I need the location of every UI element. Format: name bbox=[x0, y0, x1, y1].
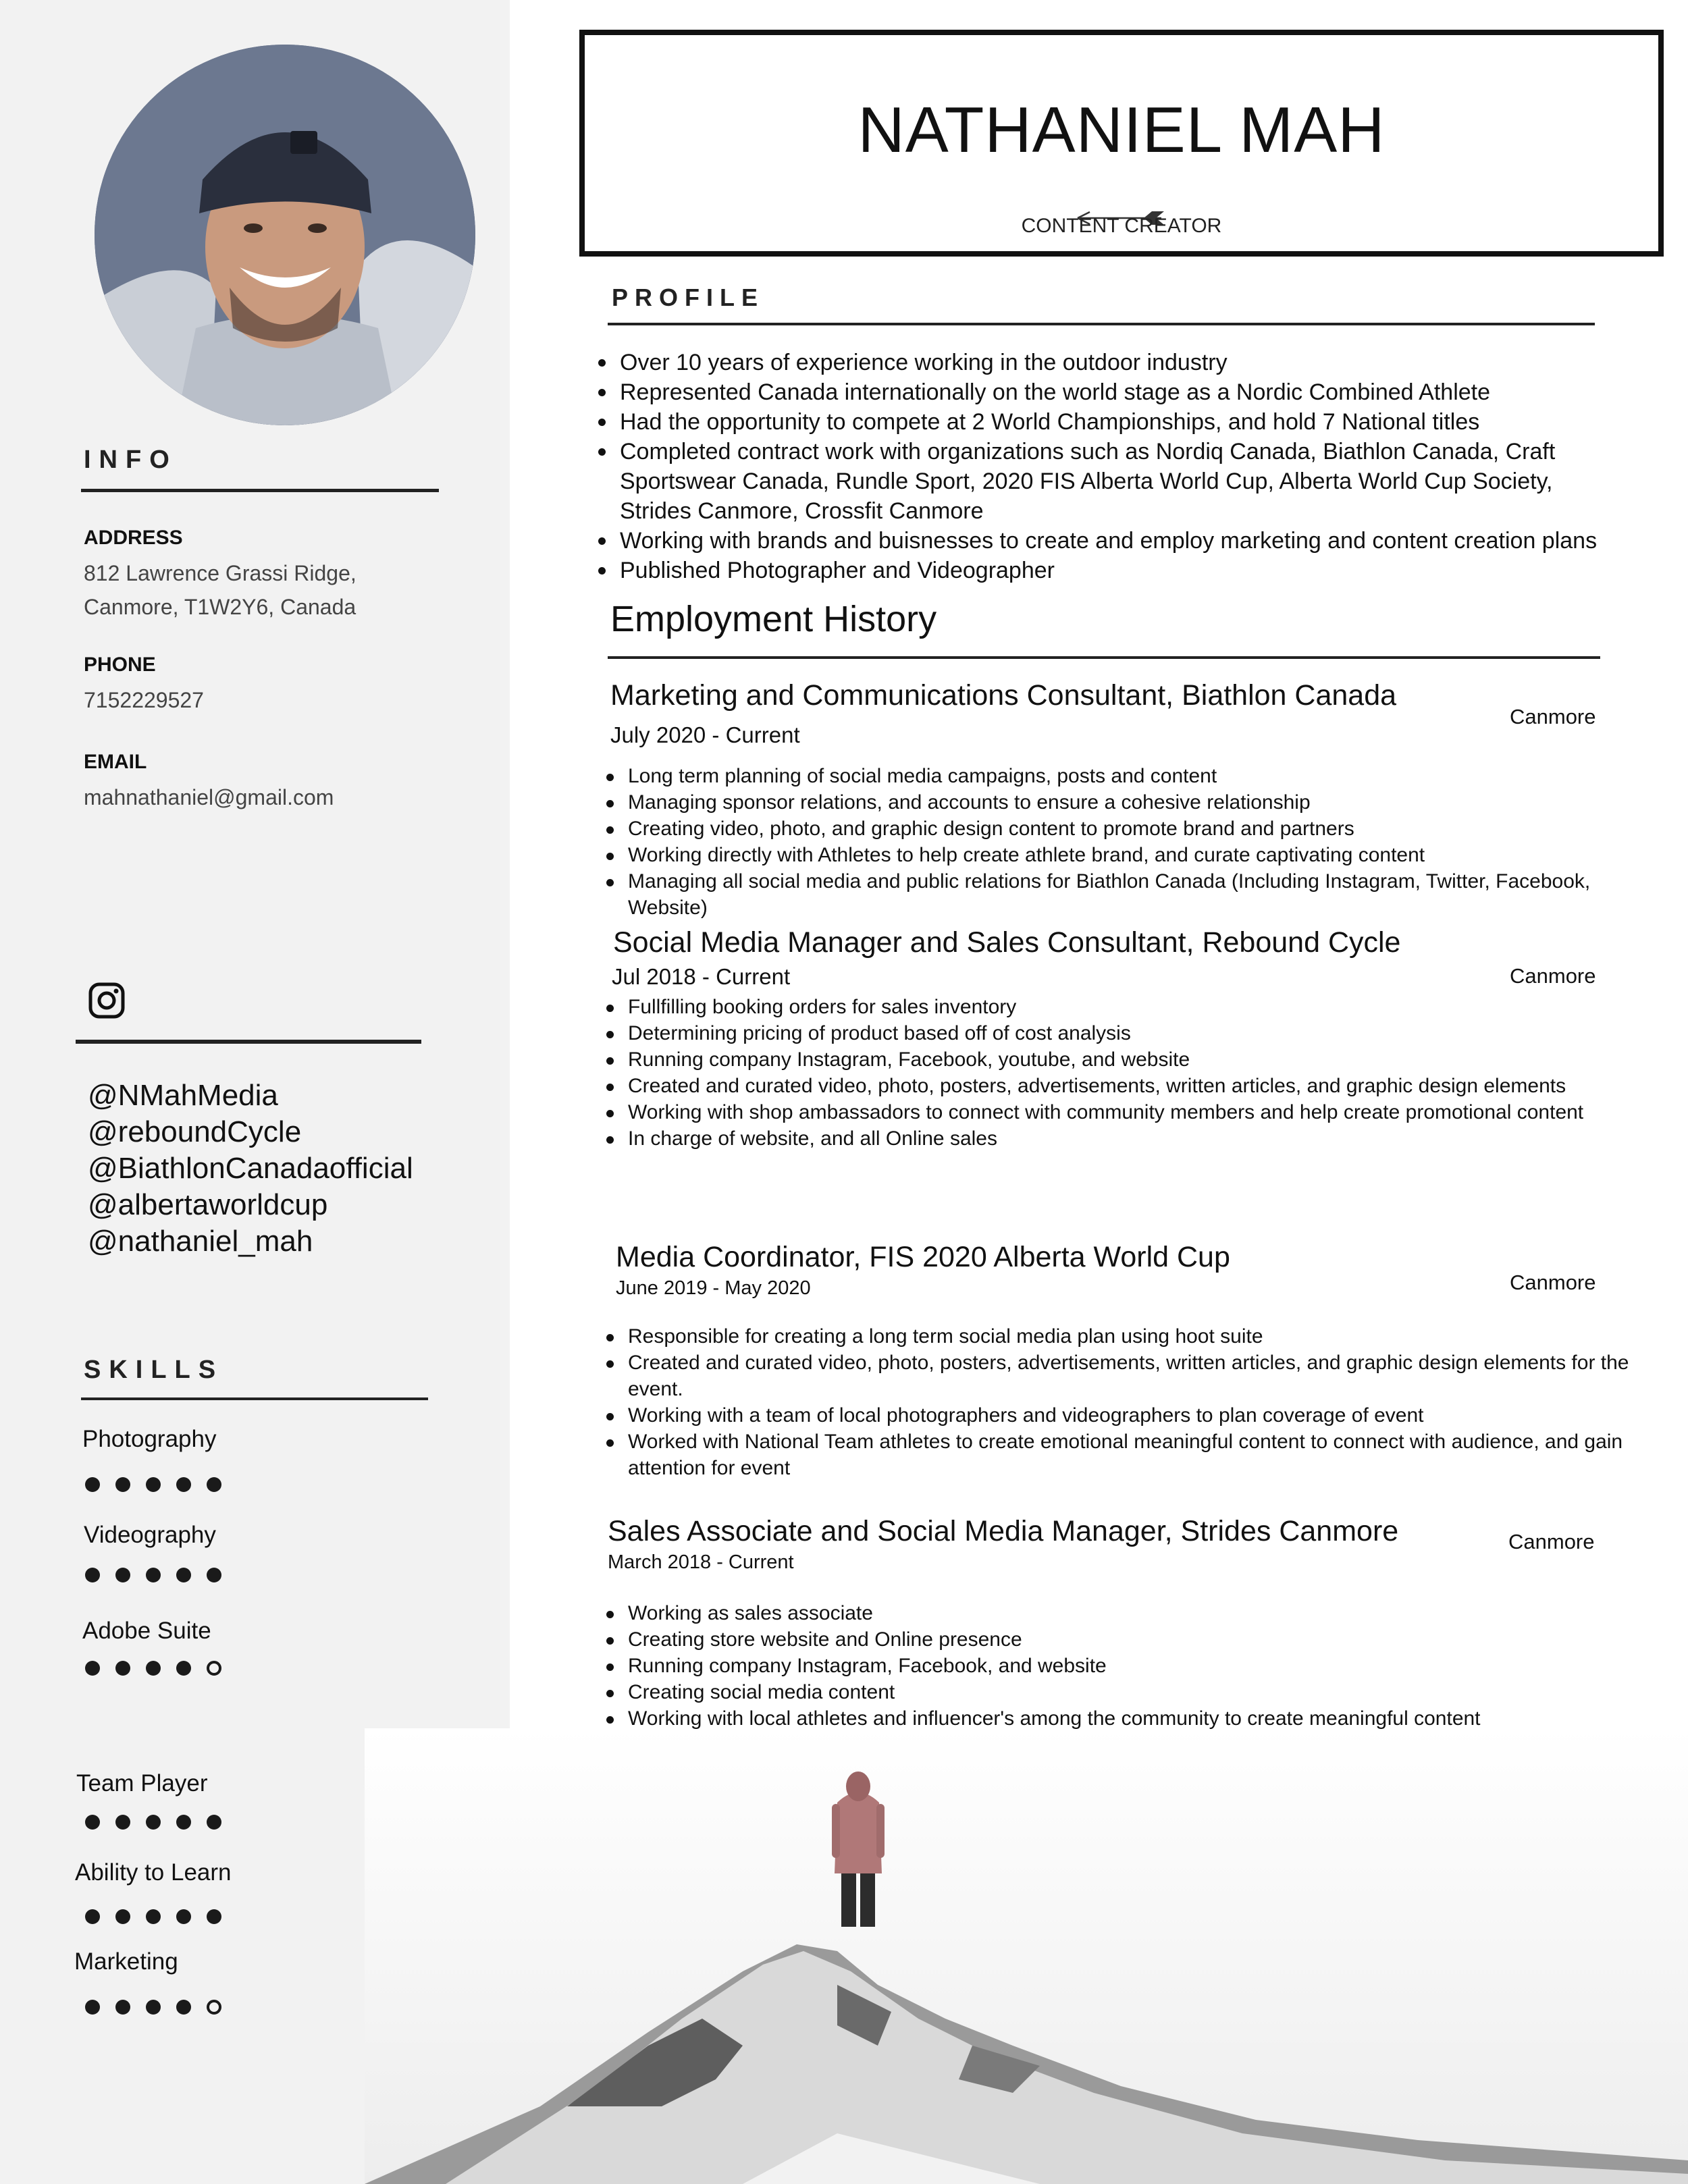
job-duties bbox=[606, 994, 1639, 1152]
candidate-name: NATHANIEL MAH bbox=[858, 94, 1386, 166]
job-duty: Working with a team of local photographers and videographers to plan coverage of event bbox=[606, 1402, 1639, 1429]
social-divider bbox=[76, 1040, 421, 1044]
job-duty: Determining pricing of product based off of cost analysis bbox=[606, 1020, 1639, 1046]
rating-dot-filled bbox=[115, 1815, 130, 1830]
job-duty: Managing sponsor relations, and accounts to ensure a cohesive relationship bbox=[606, 789, 1639, 816]
mountain-hiker-illustration bbox=[365, 1728, 1688, 2184]
profile-item: Completed contract work with organizations such as Nordiq Canada, Biathlon Canada, Craft Sportswear Canada, Rundle Sport, 2020 FIS Alberta World Cup, Alberta World Cup Society, Strides Canmore, Crossfit Canmore bbox=[598, 437, 1625, 526]
rating-dot-filled bbox=[146, 1815, 161, 1830]
job-duties bbox=[606, 763, 1639, 921]
skills-heading: SKILLS bbox=[84, 1356, 224, 1384]
skill-name: Ability to Learn bbox=[75, 1859, 232, 1886]
social-handles bbox=[88, 1077, 413, 1260]
employment-heading: Employment History bbox=[610, 599, 937, 639]
social-handle: @BiathlonCanadaofficial bbox=[88, 1152, 413, 1185]
job-duty: Working with local athletes and influencer's among the community to create meaningful content bbox=[606, 1705, 1639, 1732]
social-handle: @nathaniel_mah bbox=[88, 1225, 313, 1258]
job-duty: Responsible for creating a long term social media plan using hoot suite bbox=[606, 1323, 1639, 1350]
rating-dot-filled bbox=[85, 1661, 100, 1676]
phone-value: 7152229527 bbox=[84, 688, 204, 712]
job-location: Canmore bbox=[1510, 1271, 1596, 1294]
skill-rating bbox=[85, 1568, 221, 1582]
rating-dot-filled bbox=[85, 1909, 100, 1924]
job-duty: Long term planning of social media campaigns, posts and content bbox=[606, 763, 1639, 789]
rating-dot-filled bbox=[146, 1477, 161, 1492]
phone-label: PHONE bbox=[84, 654, 156, 676]
rating-dot-filled bbox=[115, 1909, 130, 1924]
rating-dot-filled bbox=[85, 1815, 100, 1830]
rating-dot-filled bbox=[176, 1815, 191, 1830]
rating-dot-filled bbox=[176, 1568, 191, 1582]
skill-name: Marketing bbox=[74, 1948, 178, 1975]
rating-dot-filled bbox=[85, 1568, 100, 1582]
job-dates: Jul 2018 - Current bbox=[612, 964, 791, 989]
rating-dot-filled bbox=[115, 2000, 130, 2015]
job-dates: March 2018 - Current bbox=[608, 1551, 794, 1573]
social-handle: @reboundCycle bbox=[88, 1115, 302, 1148]
social-handle: @NMahMedia bbox=[88, 1079, 278, 1112]
rating-dot-filled bbox=[85, 1477, 100, 1492]
job-duty: In charge of website, and all Online sales bbox=[606, 1125, 1639, 1152]
skill-rating bbox=[85, 1477, 221, 1492]
rating-dot-filled bbox=[207, 1477, 221, 1492]
job-duty: Running company Instagram, Facebook, and website bbox=[606, 1653, 1639, 1679]
rating-dot-filled bbox=[207, 1815, 221, 1830]
profile-photo bbox=[95, 45, 475, 425]
info-divider bbox=[81, 489, 439, 492]
skill-name: Photography bbox=[82, 1426, 217, 1452]
name-header bbox=[579, 30, 1664, 257]
rating-dot-filled bbox=[85, 2000, 100, 2015]
rating-dot-filled bbox=[176, 1661, 191, 1676]
rating-dot-filled bbox=[115, 1477, 130, 1492]
profile-divider bbox=[608, 323, 1595, 325]
job-duty: Managing all social media and public relations for Biathlon Canada (Including Instagram, Twitter, Facebook, Website) bbox=[606, 868, 1639, 921]
social-handle: @albertaworldcup bbox=[88, 1188, 328, 1221]
job-dates: July 2020 - Current bbox=[610, 722, 800, 747]
address-line-2: Canmore, T1W2Y6, Canada bbox=[84, 595, 357, 619]
rating-dot-filled bbox=[176, 1477, 191, 1492]
person-portrait-icon bbox=[95, 45, 475, 425]
employment-divider bbox=[608, 656, 1600, 659]
skill-name: Team Player bbox=[76, 1770, 208, 1796]
rating-dot-empty bbox=[207, 2000, 221, 2015]
job-duty: Working directly with Athletes to help create athlete brand, and curate captivating content bbox=[606, 842, 1639, 868]
rating-dot-filled bbox=[146, 1909, 161, 1924]
skills-divider bbox=[81, 1397, 428, 1400]
profile-item: Published Photographer and Videographer bbox=[598, 556, 1625, 585]
job-duty: Working as sales associate bbox=[606, 1600, 1639, 1626]
job-title: Social Media Manager and Sales Consultant, Rebound Cycle bbox=[613, 926, 1401, 959]
job-duty: Created and curated video, photo, posters, advertisements, written articles, and graphic design elements for the event. bbox=[606, 1350, 1639, 1402]
address-value bbox=[84, 556, 357, 624]
job-location: Canmore bbox=[1508, 1530, 1595, 1553]
profile-item: Working with brands and buisnesses to create and employ marketing and content creation plans bbox=[598, 526, 1625, 556]
job-duty: Worked with National Team athletes to create emotional meaningful content to connect with audience, and gain attention for event bbox=[606, 1429, 1639, 1481]
job-duty: Working with shop ambassadors to connect with community members and help create promotional content bbox=[606, 1099, 1639, 1125]
rating-dot-filled bbox=[146, 1568, 161, 1582]
profile-list bbox=[598, 348, 1625, 585]
skill-name: Adobe Suite bbox=[82, 1618, 211, 1644]
profile-item: Represented Canada internationally on the world stage as a Nordic Combined Athlete bbox=[598, 377, 1625, 407]
job-duty: Created and curated video, photo, posters, advertisements, written articles, and graphic design elements bbox=[606, 1073, 1639, 1099]
info-heading: INFO bbox=[84, 446, 178, 474]
profile-item: Had the opportunity to compete at 2 World Championships, and hold 7 National titles bbox=[598, 407, 1625, 437]
rating-dot-filled bbox=[207, 1909, 221, 1924]
instagram-icon bbox=[88, 982, 126, 1019]
job-title: Sales Associate and Social Media Manager, Strides Canmore bbox=[608, 1515, 1399, 1547]
candidate-role: CONTENT CREATOR bbox=[1021, 215, 1222, 237]
rating-dot-filled bbox=[176, 1909, 191, 1924]
rating-dot-filled bbox=[115, 1568, 130, 1582]
rating-dot-filled bbox=[146, 2000, 161, 2015]
job-dates: June 2019 - May 2020 bbox=[616, 1277, 811, 1299]
job-duty: Fullfilling booking orders for sales inventory bbox=[606, 994, 1639, 1020]
rating-dot-filled bbox=[207, 1568, 221, 1582]
rating-dot-empty bbox=[207, 1661, 221, 1676]
address-line-1: 812 Lawrence Grassi Ridge, bbox=[84, 561, 357, 585]
job-title: Media Coordinator, FIS 2020 Alberta World Cup bbox=[616, 1241, 1230, 1273]
rating-dot-filled bbox=[146, 1661, 161, 1676]
job-title: Marketing and Communications Consultant, Biathlon Canada bbox=[610, 679, 1397, 712]
address-label: ADDRESS bbox=[84, 527, 183, 549]
job-duty: Creating store website and Online presence bbox=[606, 1626, 1639, 1653]
job-duties bbox=[606, 1323, 1639, 1481]
job-duties bbox=[606, 1600, 1639, 1732]
skill-rating bbox=[85, 1815, 221, 1830]
profile-heading: PROFILE bbox=[612, 284, 765, 311]
job-location: Canmore bbox=[1510, 964, 1596, 988]
email-value: mahnathaniel@gmail.com bbox=[84, 785, 334, 809]
skill-name: Videography bbox=[84, 1522, 216, 1548]
skill-rating bbox=[85, 1909, 221, 1924]
rating-dot-filled bbox=[115, 1661, 130, 1676]
skill-rating bbox=[85, 2000, 221, 2015]
skill-rating bbox=[85, 1661, 221, 1676]
rating-dot-filled bbox=[176, 2000, 191, 2015]
profile-item: Over 10 years of experience working in the outdoor industry bbox=[598, 348, 1625, 377]
job-duty: Creating video, photo, and graphic design content to promote brand and partners bbox=[606, 816, 1639, 842]
job-duty: Running company Instagram, Facebook, youtube, and website bbox=[606, 1046, 1639, 1073]
job-duty: Creating social media content bbox=[606, 1679, 1639, 1705]
job-location: Canmore bbox=[1510, 705, 1596, 728]
email-label: EMAIL bbox=[84, 751, 147, 773]
